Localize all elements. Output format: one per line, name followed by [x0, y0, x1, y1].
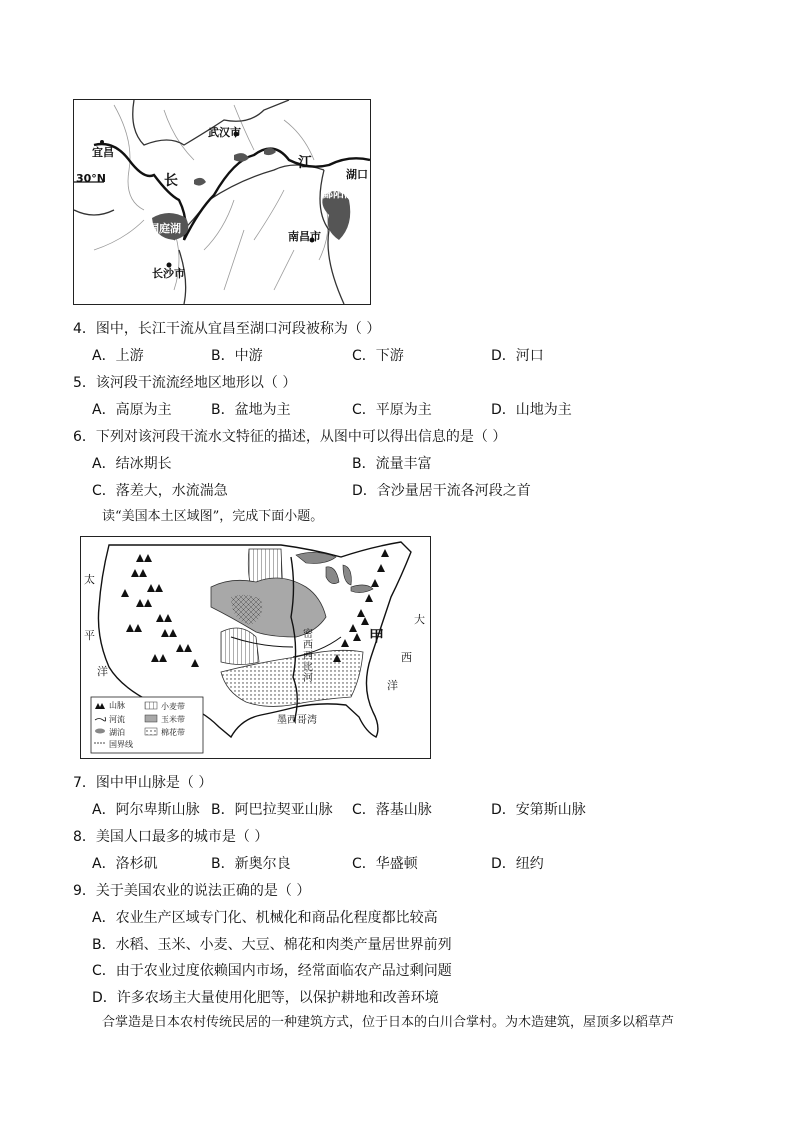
q4-option-c[interactable]: C．下游 [352, 348, 404, 364]
q8-option-b[interactable]: B．新奥尔良 [211, 856, 291, 872]
q5-option-d[interactable]: D．山地为主 [491, 402, 572, 418]
q7-option-b[interactable]: B．阿巴拉契亚山脉 [211, 802, 333, 818]
yangtze-map [73, 99, 371, 305]
label-yichang: 宜昌 [92, 146, 114, 159]
label-atlantic-2: 西 [401, 651, 412, 664]
q5-stem: 5．该河段干流流经地区地形以（ ） [73, 375, 297, 391]
label-30n: 30°N [76, 172, 107, 185]
q8-option-c[interactable]: C．华盛顿 [352, 856, 418, 872]
label-poyang: 鄱阳湖 [322, 187, 355, 200]
q6-option-c[interactable]: C．落差大，水流湍急 [92, 483, 228, 499]
q9-option-a[interactable]: A．农业生产区域专门化、机械化和商品化程度都比较高 [92, 910, 438, 926]
legend-border: 国界线 [109, 740, 133, 749]
legend-wheat: 小麦带 [161, 702, 185, 711]
q4-option-b[interactable]: B．中游 [211, 348, 263, 364]
label-dongting: 洞庭湖 [148, 222, 181, 235]
q7-option-d[interactable]: D．安第斯山脉 [491, 802, 586, 818]
q9-stem: 9．关于美国农业的说法正确的是（ ） [73, 883, 311, 899]
q4-stem: 4．图中，长江干流从宜昌至湖口河段被称为（ ） [73, 321, 381, 337]
q6-option-a[interactable]: A．结冰期长 [92, 456, 172, 472]
q5-option-b[interactable]: B．盆地为主 [211, 402, 291, 418]
legend-cotton: 棉花带 [161, 728, 185, 737]
q5-option-a[interactable]: A．高原为主 [92, 402, 172, 418]
label-pacific-2: 平 [84, 629, 95, 642]
label-wuhan: 武汉市 [208, 126, 241, 139]
label-changsha: 长沙市 [152, 267, 185, 280]
legend-corn: 玉米带 [161, 715, 185, 724]
q6-option-b[interactable]: B．流量丰富 [352, 456, 432, 472]
q8-option-a[interactable]: A．洛杉矶 [92, 856, 158, 872]
label-jiang: 江 [298, 155, 312, 171]
label-atlantic-1: 大 [414, 613, 425, 626]
q5-option-c[interactable]: C．平原为主 [352, 402, 432, 418]
q7-option-a[interactable]: A．阿尔卑斯山脉 [92, 802, 200, 818]
q8-stem: 8．美国人口最多的城市是（ ） [73, 829, 269, 845]
label-jia: 甲 [369, 627, 385, 645]
usa-map-graphic [81, 537, 430, 758]
label-mississippi: 密西西比河 [303, 629, 313, 684]
map2-intro: 读“美国本土区域图”，完成下面小题。 [102, 509, 324, 524]
legend-lakes: 湖泊 [109, 728, 125, 737]
usa-map [80, 536, 431, 759]
label-pacific-3: 洋 [97, 665, 108, 678]
label-chang: 长 [164, 173, 178, 189]
legend-rivers: 河流 [109, 715, 125, 724]
q9-option-d[interactable]: D．许多农场主大量使用化肥等，以保护耕地和改善环境 [92, 990, 439, 1006]
label-pacific-1: 太 [84, 573, 95, 586]
q4-option-d[interactable]: D．河口 [491, 348, 544, 364]
label-hukou: 湖口 [346, 168, 368, 181]
label-atlantic-3: 洋 [387, 679, 398, 692]
q7-stem: 7．图中甲山脉是（ ） [73, 775, 213, 791]
q8-option-d[interactable]: D．纽约 [491, 856, 544, 872]
legend-mountains: 山脉 [109, 701, 125, 710]
passage-intro: 合掌造是日本农村传统民居的一种建筑方式，位于日本的白川合掌村。为木造建筑，屋顶多以稻草芦 [102, 1015, 675, 1030]
label-gulf: 墨西哥湾 [277, 715, 317, 726]
q6-option-d[interactable]: D．含沙量居干流各河段之首 [352, 483, 531, 499]
q9-option-c[interactable]: C．由于农业过度依赖国内市场，经常面临农产品过剩问题 [92, 963, 452, 979]
label-nanchang: 南昌市 [288, 230, 321, 243]
q7-option-c[interactable]: C．落基山脉 [352, 802, 432, 818]
q4-option-a[interactable]: A．上游 [92, 348, 144, 364]
q9-option-b[interactable]: B．水稻、玉米、小麦、大豆、棉花和肉类产量居世界前列 [92, 937, 452, 953]
q6-stem: 6．下列对该河段干流水文特征的描述，从图中可以得出信息的是（ ） [73, 429, 507, 445]
